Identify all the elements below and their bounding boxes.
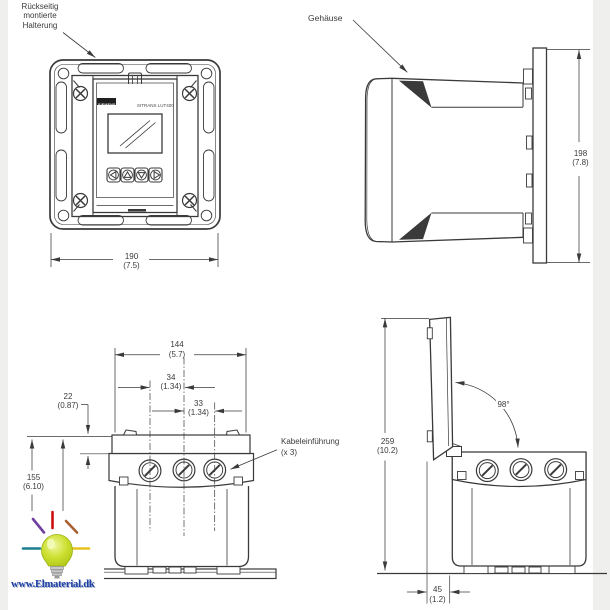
bracket-label-leader — [63, 33, 95, 58]
housing-label: Gehäuse — [308, 12, 343, 23]
right-arrow-key-icon — [154, 172, 159, 179]
cable-entry-label: Kabeleinführung (x 3) — [281, 436, 340, 458]
mounting-panel — [533, 48, 547, 263]
dim-259: 259 (10.2) — [377, 436, 398, 456]
dim-198: 198 (7.8) — [572, 148, 589, 168]
bracket-label: Rückseitig montierte Halterung — [21, 1, 59, 30]
dim-33: 33 (1.34) — [188, 398, 209, 418]
side-view-drawing — [353, 20, 590, 263]
mounting-plate-inner-line — [55, 65, 216, 225]
cable-glands — [139, 459, 226, 482]
dim-22: 22 (0.87) — [57, 391, 79, 411]
corner-holes — [58, 68, 212, 221]
watermark-url: www.Elmaterial.dk — [11, 579, 95, 590]
enclosure-body — [115, 486, 249, 567]
model-label: SITRANS LUT400 — [136, 103, 174, 109]
bracket-arms — [93, 76, 177, 217]
dim-155: 155 (6.10) — [23, 472, 44, 492]
open-lid — [430, 317, 453, 459]
dim-34: 34 (1.34) — [160, 372, 182, 392]
up-arrow-key-icon — [124, 172, 131, 177]
cable-glands-side — [476, 459, 566, 482]
brand-badge: SIEMENS — [97, 98, 116, 105]
housing-lid-profile — [365, 78, 392, 242]
left-arrow-key-icon — [111, 172, 116, 179]
bracket-frame — [72, 76, 198, 217]
dim-45: 45 (1.2) — [429, 585, 446, 604]
mounting-plate — [50, 60, 220, 229]
screen-reflection — [120, 121, 156, 149]
housing-label-leader — [353, 20, 407, 72]
panel-clips — [524, 69, 533, 243]
lid-top-band — [112, 435, 250, 454]
dim-22-lines — [27, 405, 112, 470]
open-lid-view-drawing — [231, 317, 608, 603]
dim-190: 190 (7.5) — [123, 251, 140, 271]
bottom-slot-detail — [128, 209, 146, 212]
dim-144: 144 (5.7) — [168, 340, 186, 359]
lid-angle-arc — [456, 383, 519, 448]
keypad — [107, 168, 162, 182]
front-view-drawing — [50, 33, 220, 268]
down-arrow-key-icon — [138, 173, 145, 178]
lid-angle-value: 98° — [497, 399, 510, 409]
